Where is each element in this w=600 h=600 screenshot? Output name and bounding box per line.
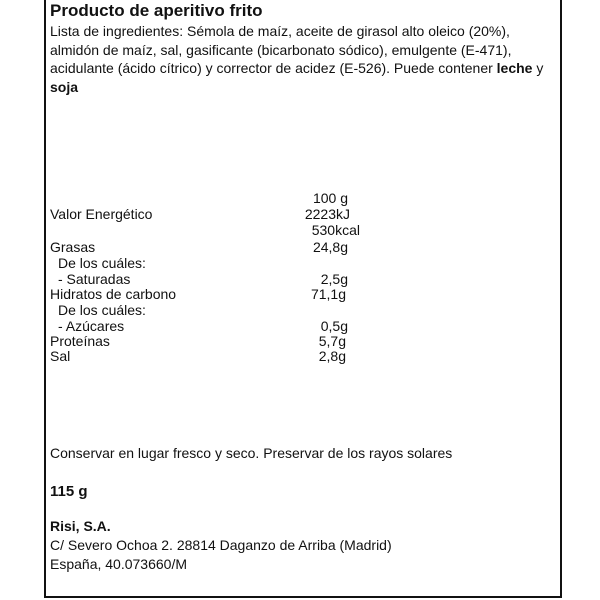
carbs-sub-label: De los cuáles:	[58, 302, 146, 318]
company-name: Risi, S.A.	[50, 518, 111, 534]
company-country: España, 40.073660/M	[50, 556, 187, 572]
allergen-milk: leche	[496, 60, 533, 76]
ingredients-text: Lista de ingredientes: Sémola de maíz, aceite de girasol alto oleico (20%), almidón de maíz, sal, gasificante (bicarbonato sódico), emulgente (E-471), acidulante (ácido cítrico) y corrector de acidez (E-526). Puede contener	[50, 23, 512, 76]
protein-value: 5,7g	[318, 333, 346, 349]
carbs-value: 71,1g	[310, 286, 346, 302]
carbs-label: Hidratos de carbono	[50, 286, 177, 302]
energy-kj: 2223kJ	[304, 206, 350, 222]
saturated-label: - Saturadas	[58, 271, 131, 287]
ingredients-list	[50, 22, 555, 96]
allergen-soy: soja	[50, 78, 79, 95]
sugars-label: - Azúcares	[58, 318, 125, 334]
protein-label: Proteínas	[50, 333, 110, 349]
product-title: Producto de aperitivo frito	[50, 1, 263, 20]
nutrition-header: 100 g	[312, 190, 348, 206]
company-address: C/ Severo Ochoa 2. 28814 Daganzo de Arriba (Madrid)	[50, 537, 392, 553]
saturated-value: 2,5g	[320, 271, 348, 287]
sugars-value: 0,5g	[320, 318, 348, 334]
salt-value: 2,8g	[318, 348, 346, 364]
fat-sub-label: De los cuáles:	[58, 255, 146, 271]
energy-kcal: 530kcal	[311, 222, 360, 238]
energy-label: Valor Energético	[50, 206, 153, 222]
ingredients-connector: y	[532, 60, 544, 76]
fat-label: Grasas	[50, 239, 96, 255]
net-weight: 115 g	[50, 483, 88, 500]
fat-value: 24,8g	[312, 239, 348, 255]
storage-instructions: Conservar en lugar fresco y seco. Preservar de los rayos solares	[50, 445, 453, 461]
salt-label: Sal	[50, 348, 71, 364]
